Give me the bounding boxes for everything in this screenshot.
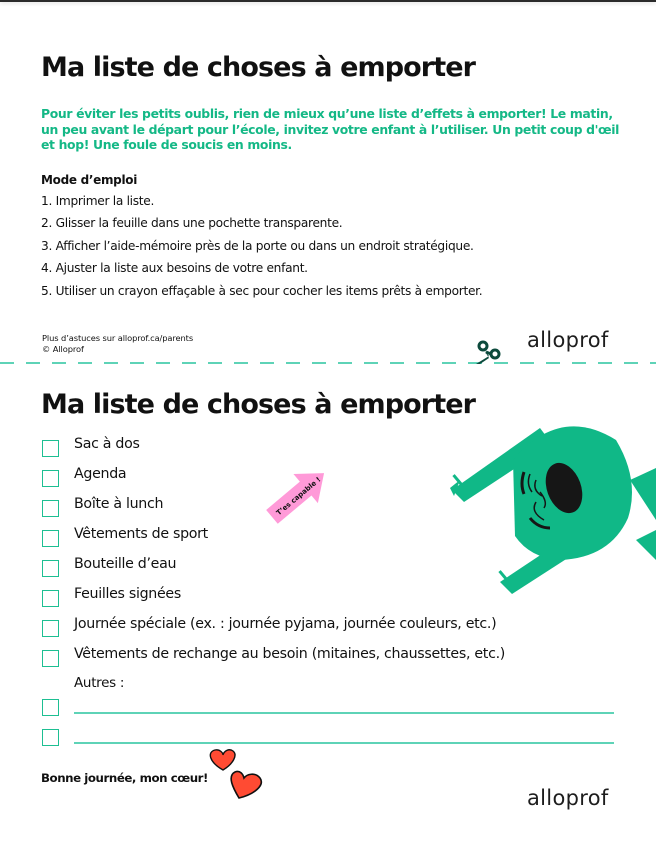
- checkbox[interactable]: [42, 560, 59, 577]
- page-title: Ma liste de choses à emporter: [41, 52, 476, 83]
- arrow-sticker: [262, 462, 334, 528]
- instructions-heading: Mode d’emploi: [41, 173, 138, 187]
- write-in-line[interactable]: [74, 712, 614, 714]
- checkbox[interactable]: [42, 620, 59, 637]
- instruction-step: 2. Glisser la feuille dans une pochette transparente.: [41, 216, 343, 231]
- others-label: Autres :: [74, 675, 125, 691]
- blank-entry-row: [42, 699, 614, 719]
- checkbox[interactable]: [42, 500, 59, 517]
- copyright: © Alloprof: [42, 343, 84, 354]
- write-in-line[interactable]: [74, 742, 614, 744]
- closing-message: Bonne journée, mon cœur!: [41, 771, 208, 785]
- blank-entry-row: [42, 729, 614, 749]
- instruction-step: 4. Ajuster la liste aux besoins de votre enfant.: [41, 261, 308, 276]
- window-top-border: [0, 0, 656, 2]
- checklist-item-label: Boîte à lunch: [74, 496, 164, 512]
- checkbox[interactable]: [42, 530, 59, 547]
- checklist-item-label: Journée spéciale (ex. : journée pyjama, journée couleurs, etc.): [74, 616, 497, 632]
- checklist-item-label: Vêtements de rechange au besoin (mitaines, chaussettes, etc.): [74, 646, 506, 662]
- checklist-item-label: Bouteille d’eau: [74, 556, 177, 572]
- character-illustration: [440, 410, 656, 600]
- instruction-step: 5. Utiliser un crayon effaçable à sec pour cocher les items prêts à emporter.: [41, 283, 483, 298]
- arrow-sticker-text: T’es capable !: [274, 475, 323, 518]
- checkbox[interactable]: [42, 729, 59, 746]
- checklist-item-label: Sac à dos: [74, 436, 140, 452]
- checklist-item-label: Agenda: [74, 466, 127, 482]
- checkbox[interactable]: [42, 650, 59, 667]
- scissors-icon: [474, 340, 504, 364]
- footer-note: [42, 333, 193, 354]
- hearts-icon: [205, 748, 271, 802]
- instructions-list: [41, 193, 482, 305]
- checkbox[interactable]: [42, 590, 59, 607]
- instruction-step: 3. Afficher l’aide-mémoire près de la porte ou dans un endroit stratégique.: [41, 238, 474, 253]
- intro-paragraph: Pour éviter les petits oublis, rien de mieux qu’une liste d’effets à emporter! Le matin, un peu avant le départ pour l’école, invitez votre enfant à l’utiliser. Un petit coup d'œil et hop! Une foule de soucis en moins.: [41, 106, 620, 152]
- checkbox[interactable]: [42, 470, 59, 487]
- checklist-item-label: Vêtements de sport: [74, 526, 208, 542]
- checkbox[interactable]: [42, 699, 59, 716]
- checklist-item-label: Feuilles signées: [74, 586, 181, 602]
- checklist-title: Ma liste de choses à emporter: [41, 389, 476, 420]
- alloprof-logo: alloprof: [527, 786, 609, 810]
- cut-line-divider: [0, 362, 656, 364]
- checkbox[interactable]: [42, 440, 59, 457]
- instruction-step: 1. Imprimer la liste.: [41, 194, 155, 208]
- alloprof-logo: alloprof: [527, 328, 609, 352]
- tips-link-text: Plus d’astuces sur alloprof.ca/parents: [42, 333, 194, 343]
